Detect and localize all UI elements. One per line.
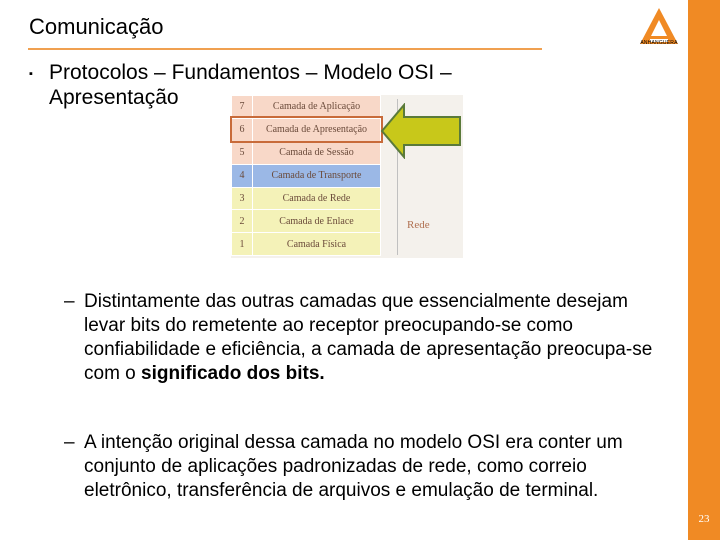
- layer-name: Camada de Sessão: [253, 141, 381, 164]
- pointer-arrow-icon: [380, 103, 462, 159]
- logo-text: ANHANGUERA: [640, 40, 678, 46]
- bullet-heading: Protocolos – Fundamentos – Modelo OSI – Apresentação: [49, 61, 452, 109]
- sub-item-text-bold: significado dos bits.: [141, 363, 325, 384]
- layer-number: 1: [232, 233, 253, 256]
- layer-number: 3: [232, 187, 253, 210]
- sub-item-text: A intenção original dessa camada no modelo OSI era conter um conjunto de aplicações padronizadas de rede, como correio eletrônico, transferência de arquivos e emulação de terminal.: [84, 432, 623, 501]
- layer-name: Camada Física: [253, 233, 381, 256]
- osi-layer-table: [231, 95, 381, 256]
- osi-layer-row: [232, 164, 381, 187]
- right-accent-bar: [688, 0, 720, 540]
- osi-layer-row: [232, 210, 381, 233]
- sub-item: [64, 431, 664, 503]
- osi-layer-row: [232, 233, 381, 256]
- bullet-square-icon: ▪: [29, 68, 33, 80]
- layer-number: 7: [232, 96, 253, 119]
- dash-marker: –: [64, 432, 75, 453]
- osi-layer-row: [232, 187, 381, 210]
- layer-name: Camada de Rede: [253, 187, 381, 210]
- page-number: 23: [698, 513, 710, 525]
- osi-layer-row: [232, 96, 381, 119]
- layer-name: Camada de Transporte: [253, 164, 381, 187]
- layer-number: 5: [232, 141, 253, 164]
- title-underline: [28, 48, 542, 50]
- layer-name: Camada de Aplicação: [253, 96, 381, 119]
- osi-layer-row: [232, 118, 381, 141]
- dash-marker: –: [64, 291, 75, 312]
- rede-label: Rede: [407, 219, 430, 231]
- sub-item-text: [64, 290, 664, 386]
- layer-number: 2: [232, 210, 253, 233]
- sub-item: [64, 290, 664, 386]
- sub-item-text-regular: Distintamente das outras camadas que essencialmente desejam levar bits do remetente ao receptor preocupando-se como confiabilidade e eficiência, a camada de apresentação preocupa-se com o: [84, 291, 653, 384]
- layer-number: 4: [232, 164, 253, 187]
- layer-name: Camada de Apresentação: [253, 118, 381, 141]
- osi-layer-row: [232, 141, 381, 164]
- layer-name: Camada de Enlace: [253, 210, 381, 233]
- slide-title: Comunicação: [29, 14, 164, 39]
- layer-number: 6: [232, 118, 253, 141]
